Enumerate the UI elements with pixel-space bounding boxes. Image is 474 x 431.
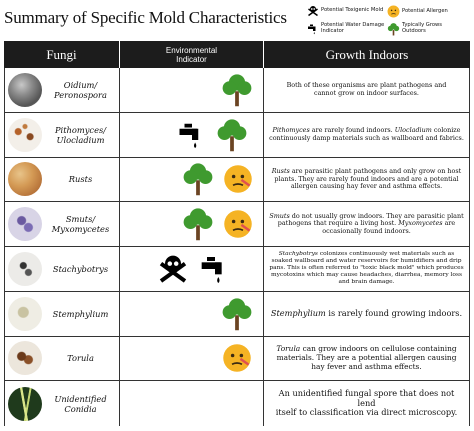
sick-face-icon — [223, 209, 253, 239]
fungi-name: Pithomyces/ Ulocladium — [54, 124, 107, 145]
micrograph-thumbnail — [8, 252, 42, 286]
faucet-icon — [307, 23, 319, 35]
micrograph-thumbnail — [8, 341, 42, 375]
legend-allergen-label: Potential Allergen — [402, 7, 448, 14]
growth-cell: Stachybotrys colonizes continuously wet materials such as soaked wallboard and water reservoirs for humidifiers and drip pans. This is often referred to "toxic black mold" which produces mycotoxins which may cause headaches, diarrhea, memory loss and brain damage. — [264, 247, 470, 291]
mold-table — [4, 41, 470, 426]
indicator-cell — [120, 68, 264, 112]
fungi-cell — [4, 113, 120, 157]
growth-cell: Stemphylium is rarely found growing indoors. — [264, 292, 470, 336]
indicator-cell — [120, 113, 264, 157]
table-header — [4, 41, 470, 68]
header-fungi: Fungi — [4, 41, 120, 68]
table-row — [4, 202, 470, 247]
micrograph-thumbnail — [8, 207, 42, 241]
fungi-cell — [4, 68, 120, 112]
indicator-cell — [120, 381, 264, 426]
header-env-line1: Environmental — [165, 45, 218, 55]
fungi-cell — [4, 337, 120, 381]
fungi-cell — [4, 292, 120, 336]
legend — [307, 3, 472, 39]
fungi-cell — [4, 247, 120, 291]
table-row — [4, 247, 470, 292]
legend-outdoors-label-2: Outdoors — [402, 28, 426, 34]
legend-outdoors-label-1: Typically Grows — [402, 22, 442, 29]
tree-icon — [222, 72, 252, 108]
growth-cell: Rusts are parasitic plant pathogens and only grow on host plants. They are rarely found indoors and are a potential allergen causing hay fever and asthma effects. — [264, 158, 470, 202]
skull-crossbones-icon — [307, 5, 319, 17]
indicator-cell — [120, 292, 264, 336]
fungi-name: Torula — [67, 353, 94, 364]
tree-icon — [217, 117, 247, 153]
fungi-name: Stemphylium — [52, 308, 109, 319]
table-row — [4, 381, 470, 426]
micrograph-thumbnail — [8, 162, 42, 196]
legend-outdoors — [387, 22, 442, 36]
growth-cell: Torula can grow indoors on cellulose containing materials. They are a potential allergen causing hay fever and asthma effects. — [264, 337, 470, 381]
header-growth-indoors: Growth Indoors — [264, 41, 470, 68]
table-row — [4, 337, 470, 382]
table-row — [4, 68, 470, 113]
growth-cell: An unidentified fungal spore that does not lend itself to classification via direct microscopy. — [264, 381, 470, 426]
growth-cell: Smuts do not usually grow indoors. They are parasitic plant pathogens that require a living host. Myxomycetes are occasionally found indoors. — [264, 202, 470, 246]
tree-icon — [222, 296, 252, 332]
micrograph-thumbnail — [8, 297, 42, 331]
indicator-cell — [120, 202, 264, 246]
fungi-name: Unidentified Conidia — [54, 393, 107, 414]
faucet-icon — [199, 253, 231, 285]
fungi-cell — [4, 202, 120, 246]
fungi-cell — [4, 381, 120, 426]
sick-face-icon — [223, 164, 253, 194]
fungi-name: Rusts — [68, 174, 93, 185]
legend-water — [307, 23, 384, 35]
growth-cell: Pithomyces are rarely found indoors. Ulocladium colonize continuously damp materials such as wallboard and fabrics. — [264, 113, 470, 157]
indicator-cell — [120, 337, 264, 381]
skull-crossbones-icon — [157, 253, 189, 285]
legend-allergen — [387, 5, 448, 18]
header-environmental-indicator — [120, 41, 264, 68]
growth-cell: Both of these organisms are plant pathogens and cannot grow on indoor surfaces. — [264, 68, 470, 112]
page-title: Summary of Specific Mold Characteristics — [4, 8, 287, 27]
fungi-name: Stachybotrys — [52, 263, 109, 274]
micrograph-thumbnail — [8, 73, 42, 107]
micrograph-thumbnail — [8, 387, 42, 421]
legend-water-label-1: Potential Water Damage — [321, 22, 385, 29]
micrograph-thumbnail — [8, 118, 42, 152]
tree-icon — [183, 161, 213, 197]
legend-toxigenic — [307, 5, 383, 17]
tree-icon — [387, 22, 400, 36]
fungi-name: Oidium/ Peronospora — [54, 79, 107, 100]
header-env-line2: Indicator — [176, 54, 207, 64]
faucet-icon — [177, 120, 207, 150]
fungi-cell — [4, 158, 120, 202]
table-row — [4, 292, 470, 337]
sick-face-icon — [387, 5, 400, 18]
fungi-name: Smuts/ Myxomycetes — [51, 214, 110, 235]
legend-toxigenic-label: Potential Toxigenic Mold — [321, 7, 384, 14]
table-row — [4, 158, 470, 203]
indicator-cell — [120, 247, 264, 291]
indicator-cell — [120, 158, 264, 202]
legend-water-label-2: Indicator — [321, 28, 344, 34]
sick-face-icon — [222, 343, 252, 373]
tree-icon — [183, 206, 213, 242]
table-row — [4, 113, 470, 158]
